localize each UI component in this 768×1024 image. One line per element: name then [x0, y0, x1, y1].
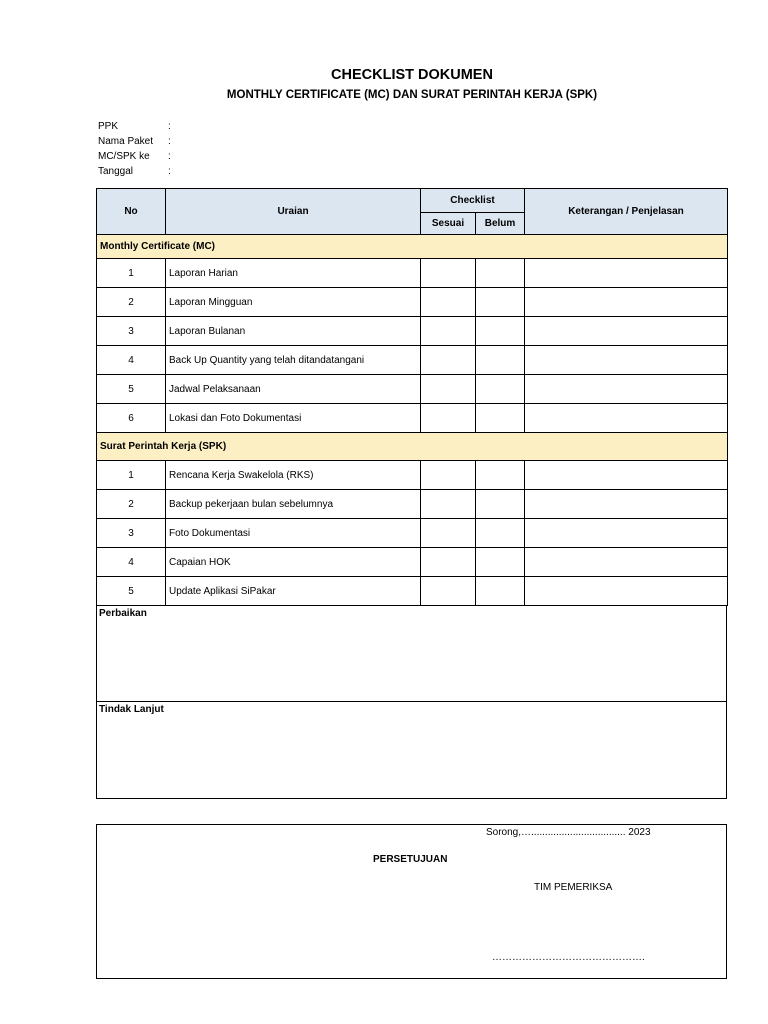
row-uraian: Update Aplikasi SiPakar [166, 577, 421, 606]
keterangan-cell[interactable] [525, 288, 728, 317]
sesuai-cell[interactable] [421, 375, 476, 404]
section-title: Monthly Certificate (MC) [97, 235, 728, 259]
signature-line: ………………………………………. [492, 952, 645, 963]
header-keterangan: Keterangan / Penjelasan [525, 189, 728, 235]
table-row [97, 461, 728, 490]
row-no: 1 [97, 259, 166, 288]
row-uraian: Laporan Bulanan [166, 317, 421, 346]
table-row [97, 375, 728, 404]
table-row [97, 317, 728, 346]
info-label: Nama Paket [98, 136, 154, 147]
keterangan-cell[interactable] [525, 375, 728, 404]
info-separator: : [168, 151, 171, 162]
row-no: 5 [97, 577, 166, 606]
header-belum: Belum [476, 213, 525, 235]
row-no: 1 [97, 461, 166, 490]
header-sesuai: Sesuai [421, 213, 476, 235]
section-title: Surat Perintah Kerja (SPK) [97, 433, 728, 461]
keterangan-cell[interactable] [525, 346, 728, 375]
keterangan-cell[interactable] [525, 519, 728, 548]
section-row-spk [97, 433, 728, 461]
belum-cell[interactable] [476, 259, 525, 288]
info-separator: : [168, 166, 171, 177]
persetujuan-label: PERSETUJUAN [373, 854, 448, 865]
row-no: 5 [97, 375, 166, 404]
perbaikan-label: Perbaikan [99, 608, 147, 619]
info-fields [98, 119, 171, 179]
tindak-lanjut-label: Tindak Lanjut [99, 704, 164, 715]
table-row [97, 346, 728, 375]
row-uraian: Foto Dokumentasi [166, 519, 421, 548]
belum-cell[interactable] [476, 375, 525, 404]
keterangan-cell[interactable] [525, 548, 728, 577]
sesuai-cell[interactable] [421, 259, 476, 288]
info-label: Tanggal [98, 166, 134, 177]
belum-cell[interactable] [476, 519, 525, 548]
sesuai-cell[interactable] [421, 288, 476, 317]
row-uraian: Capaian HOK [166, 548, 421, 577]
sesuai-cell[interactable] [421, 490, 476, 519]
info-label: MC/SPK ke [98, 151, 150, 162]
belum-cell[interactable] [476, 404, 525, 433]
table-row [97, 519, 728, 548]
table-row [97, 404, 728, 433]
row-no: 2 [97, 288, 166, 317]
belum-cell[interactable] [476, 490, 525, 519]
info-field-tanggal [98, 164, 171, 179]
keterangan-cell[interactable] [525, 259, 728, 288]
belum-cell[interactable] [476, 577, 525, 606]
sesuai-cell[interactable] [421, 548, 476, 577]
tim-pemeriksa-label: TIM PEMERIKSA [534, 882, 613, 893]
tindak-lanjut-box[interactable] [96, 701, 727, 799]
row-uraian: Rencana Kerja Swakelola (RKS) [166, 461, 421, 490]
table-row [97, 548, 728, 577]
row-uraian: Lokasi dan Foto Dokumentasi [166, 404, 421, 433]
info-separator: : [168, 136, 171, 147]
row-no: 4 [97, 346, 166, 375]
sesuai-cell[interactable] [421, 317, 476, 346]
keterangan-cell[interactable] [525, 577, 728, 606]
row-uraian: Backup pekerjaan bulan sebelumnya [166, 490, 421, 519]
table-header-row [97, 189, 728, 213]
row-no: 3 [97, 519, 166, 548]
row-no: 6 [97, 404, 166, 433]
keterangan-cell[interactable] [525, 461, 728, 490]
belum-cell[interactable] [476, 317, 525, 346]
table-row [97, 259, 728, 288]
row-uraian: Laporan Harian [166, 259, 421, 288]
info-label: PPK [98, 121, 119, 132]
section-row-mc [97, 235, 728, 259]
approval-box [96, 824, 727, 979]
perbaikan-box[interactable] [96, 605, 727, 702]
row-no: 3 [97, 317, 166, 346]
row-no: 4 [97, 548, 166, 577]
place-date-text: Sorong,….................................. 2023 [486, 827, 651, 838]
table-row [97, 490, 728, 519]
table-row [97, 577, 728, 606]
belum-cell[interactable] [476, 461, 525, 490]
sesuai-cell[interactable] [421, 346, 476, 375]
row-uraian: Back Up Quantity yang telah ditandatangani [166, 346, 421, 375]
info-field-mc-spk [98, 149, 171, 164]
sesuai-cell[interactable] [421, 519, 476, 548]
row-no: 2 [97, 490, 166, 519]
document-title: CHECKLIST DOKUMEN [331, 67, 493, 83]
info-field-nama-paket [98, 134, 171, 149]
header-checklist: Checklist [421, 189, 525, 213]
sesuai-cell[interactable] [421, 404, 476, 433]
row-uraian: Jadwal Pelaksanaan [166, 375, 421, 404]
belum-cell[interactable] [476, 346, 525, 375]
belum-cell[interactable] [476, 548, 525, 577]
keterangan-cell[interactable] [525, 404, 728, 433]
belum-cell[interactable] [476, 288, 525, 317]
document-subtitle: MONTHLY CERTIFICATE (MC) DAN SURAT PERINTAH KERJA (SPK) [226, 89, 598, 101]
header-no: No [97, 189, 166, 235]
table-row [97, 288, 728, 317]
header-uraian: Uraian [166, 189, 421, 235]
keterangan-cell[interactable] [525, 317, 728, 346]
checklist-table [96, 188, 728, 606]
info-field-ppk [98, 119, 171, 134]
info-separator: : [168, 121, 171, 132]
sesuai-cell[interactable] [421, 577, 476, 606]
sesuai-cell[interactable] [421, 461, 476, 490]
row-uraian: Laporan Mingguan [166, 288, 421, 317]
keterangan-cell[interactable] [525, 490, 728, 519]
